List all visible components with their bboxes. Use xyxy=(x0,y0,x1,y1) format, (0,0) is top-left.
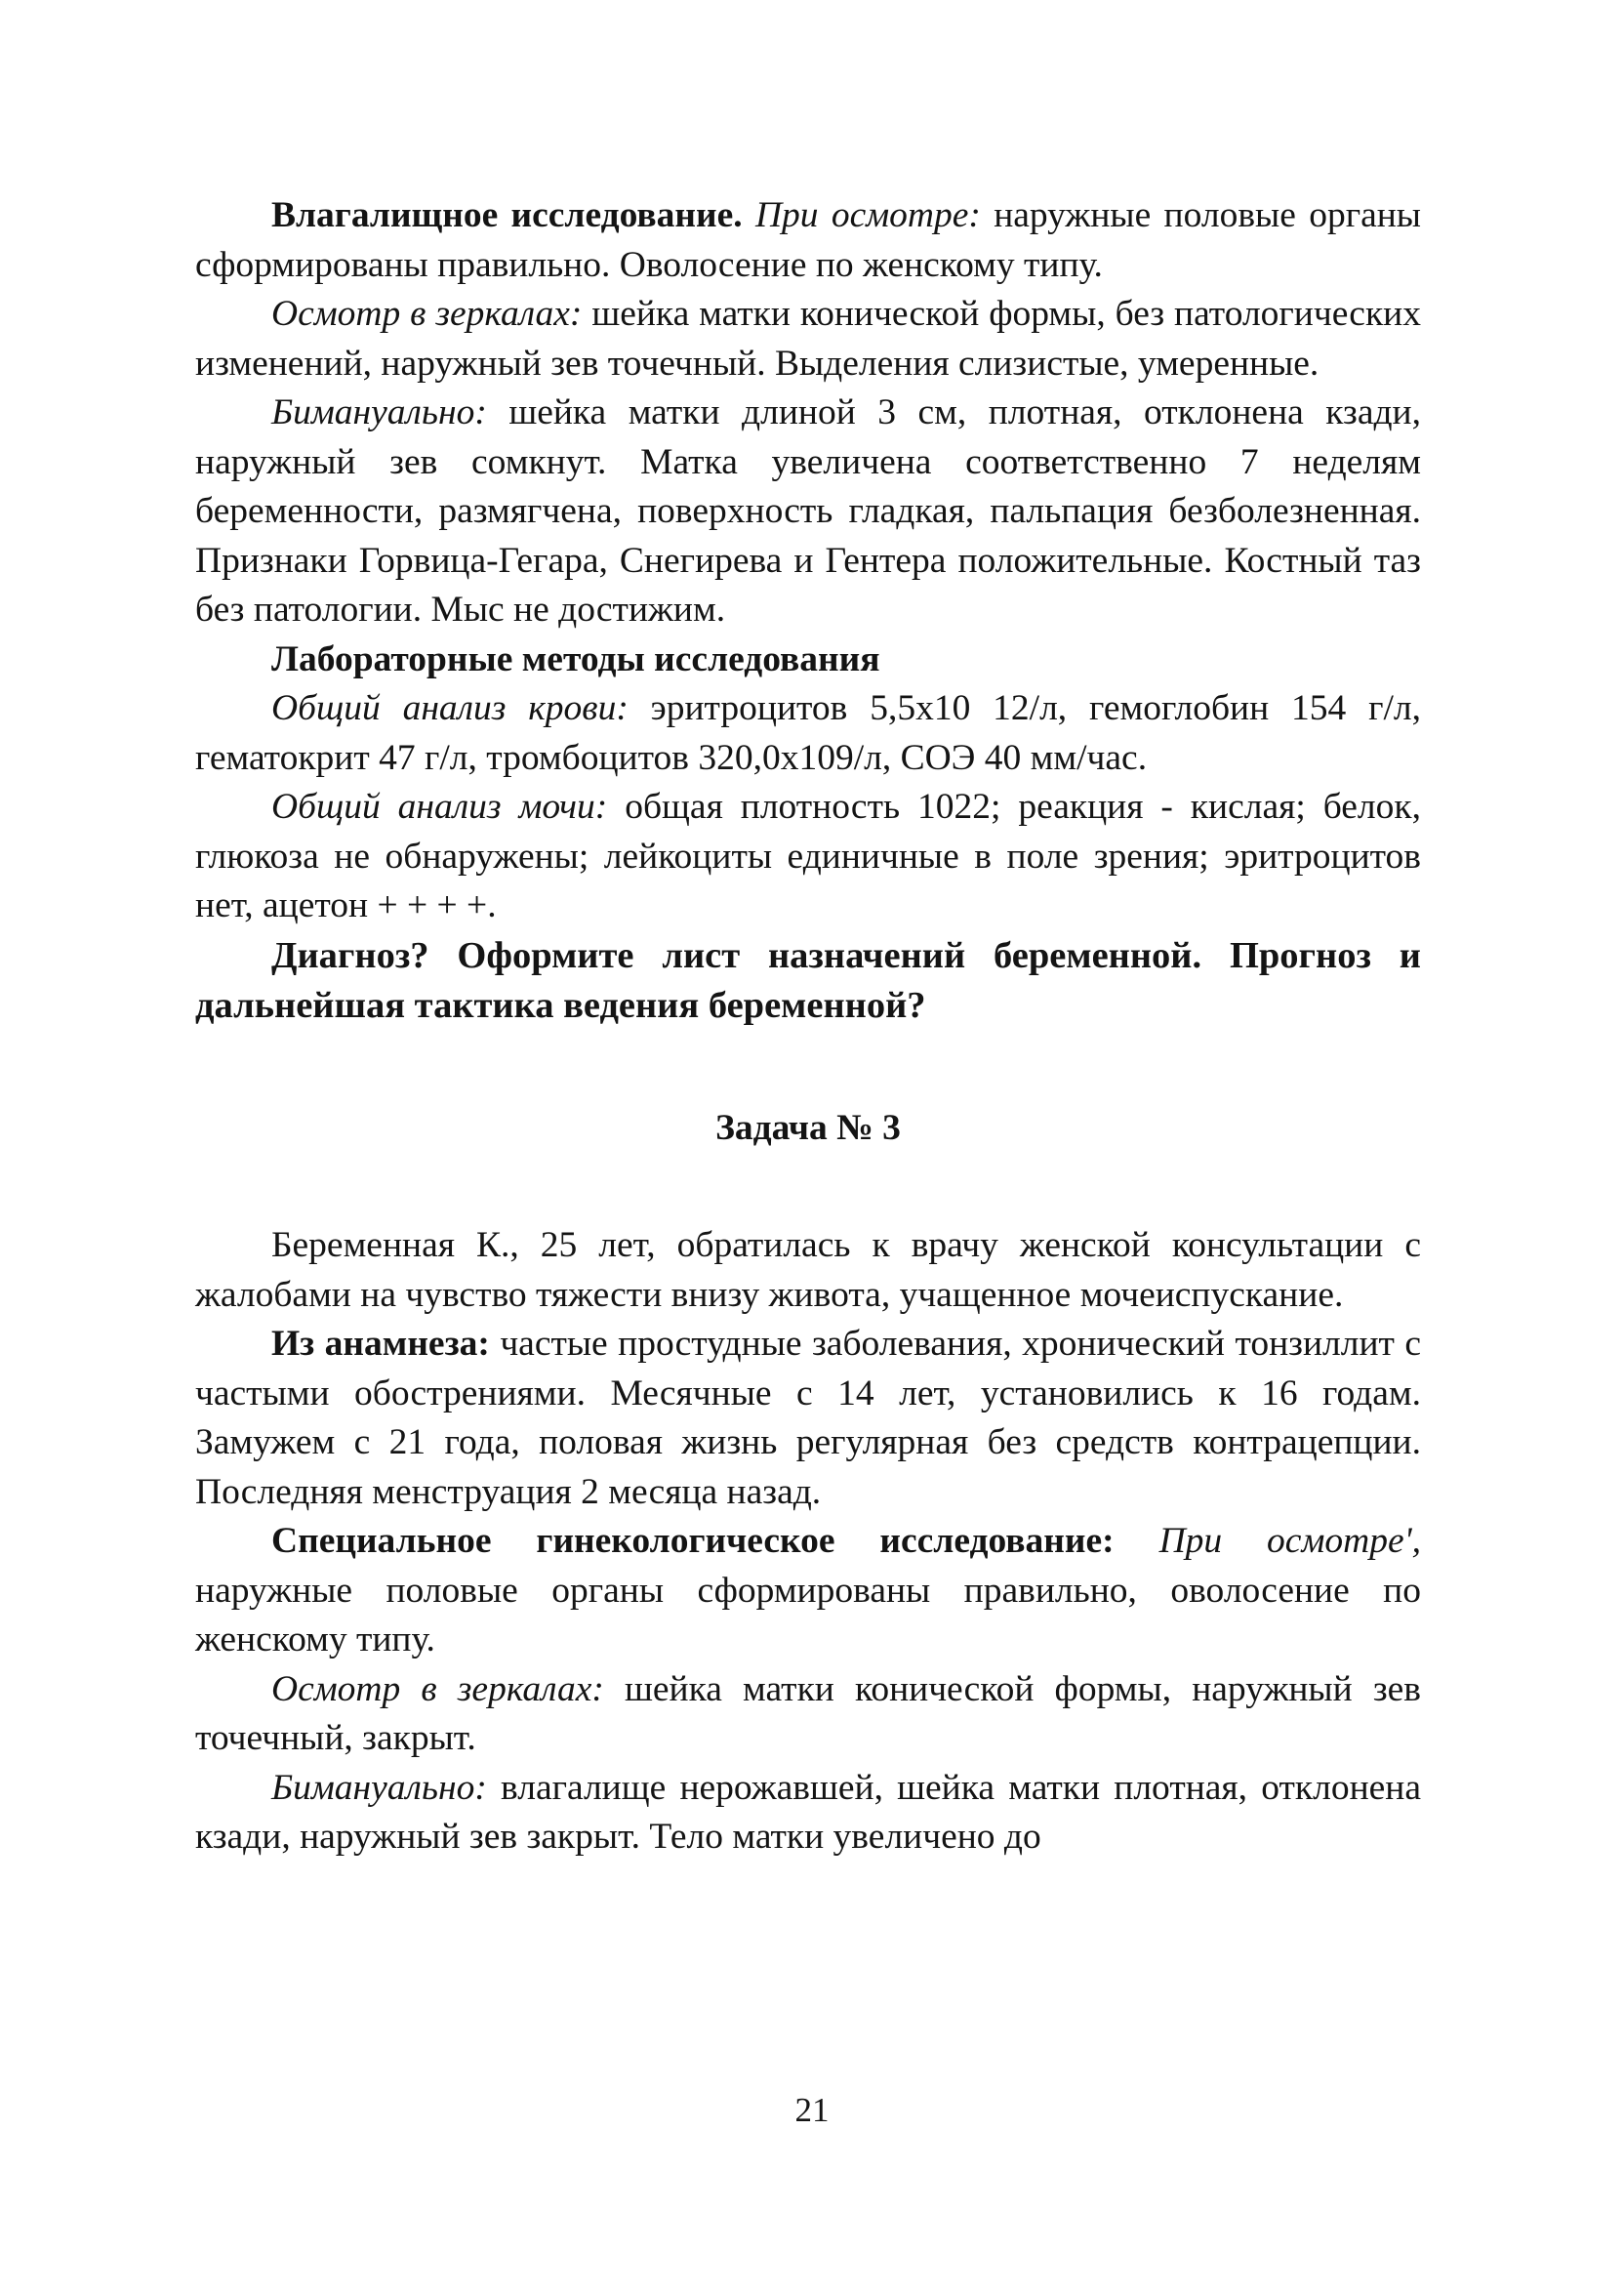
anamnesis-text: частые простудные заболевания, хронический тонзиллит с частыми обострениями. Месячные с 14 лет, установились к 16 годам. Замужем с 21 года, половая жизнь регулярная без средств контрацепции. Последняя менструация 2 месяца назад. xyxy=(195,1324,1421,1512)
speculum-label-2: Осмотр в зеркалах: xyxy=(271,1668,604,1709)
gyn-inspection-label: При осмотре', xyxy=(1158,1521,1422,1561)
anamnesis-paragraph xyxy=(195,1320,1421,1517)
task-title: Задача № 3 xyxy=(715,1107,901,1148)
space xyxy=(1115,1521,1159,1561)
space xyxy=(743,195,755,235)
inspection-label: При осмотре: xyxy=(754,195,981,235)
bimanual-paragraph-2 xyxy=(195,1764,1421,1863)
diagnosis-question xyxy=(195,931,1421,1032)
speculum-text-2: шейка матки конической формы, наружный зев точечный, закрыт. xyxy=(195,1668,1421,1758)
bimanual-label: Бимануально: xyxy=(271,392,487,432)
urine-test-label: Общий анализ мочи: xyxy=(271,787,608,827)
urine-test-text: общая плотность 1022; реакция - кислая; белок, глюкоза не обнаружены; лейкоциты единичные в поле зрения; эритроцитов нет, ацетон + + + +. xyxy=(195,787,1421,925)
urine-test-paragraph xyxy=(195,783,1421,931)
inspection-text: наружные половые органы сформированы правильно. Оволосение по женскому типу. xyxy=(195,195,1421,285)
patient-intro-text: Беременная К., 25 лет, обратилась к врачу женской консультации с жалобами на чувство тяжести внизу живота, учащенное мочеиспускание. xyxy=(195,1225,1421,1315)
blood-test-paragraph xyxy=(195,684,1421,783)
anamnesis-heading: Из анамнеза: xyxy=(271,1324,490,1364)
bimanual-label-2: Бимануально: xyxy=(271,1767,487,1808)
vaginal-exam-heading: Влагалищное исследование. xyxy=(271,195,743,235)
diagnosis-question-text: Диагноз? Оформите лист назначений беременной. Прогноз и дальнейшая тактика ведения беременной? xyxy=(195,934,1421,1026)
page-text xyxy=(195,191,1421,1863)
lab-methods-heading-text: Лабораторные методы исследования xyxy=(271,638,880,679)
page-number: 21 xyxy=(794,2091,830,2129)
vaginal-exam-paragraph xyxy=(195,191,1421,290)
speculum-paragraph xyxy=(195,290,1421,389)
bimanual-text-2: влагалище нерожавшей, шейка матки плотная, отклонена кзади, наружный зев закрыт. Тело матки увеличено до xyxy=(195,1767,1421,1857)
lab-methods-heading xyxy=(195,635,1421,685)
blood-test-text: эритроцитов 5,5x10 12/л, гемоглобин 154 г/л, гематокрит 47 г/л, тромбоцитов 320,0x109/л, СОЭ 40 мм/час. xyxy=(195,688,1421,778)
patient-intro-paragraph xyxy=(195,1221,1421,1320)
gyn-exam-paragraph xyxy=(195,1517,1421,1665)
speculum-label: Осмотр в зеркалах: xyxy=(271,294,583,334)
speculum-paragraph-2 xyxy=(195,1665,1421,1764)
speculum-text: шейка матки конической формы, без патологических изменений, наружный зев точечный. Выделения слизистые, умеренные. xyxy=(195,294,1421,384)
bimanual-paragraph xyxy=(195,389,1421,635)
bimanual-text: шейка матки длиной 3 см, плотная, отклонена кзади, наружный зев сомкнут. Матка увеличена соответственно 7 неделям беременности, размягчена, поверхность гладкая, пальпация безболезненная. Признаки Горвица-Гегара, Снегирева и Гентера положительные. Костный таз без патологии. Мыс не достижим. xyxy=(195,392,1421,630)
gyn-inspection-text: наружные половые органы сформированы правильно, оволосение по женскому типу. xyxy=(195,1570,1421,1659)
blood-test-label: Общий анализ крови: xyxy=(271,688,629,728)
gyn-exam-heading: Специальное гинекологическое исследование: xyxy=(271,1521,1115,1561)
